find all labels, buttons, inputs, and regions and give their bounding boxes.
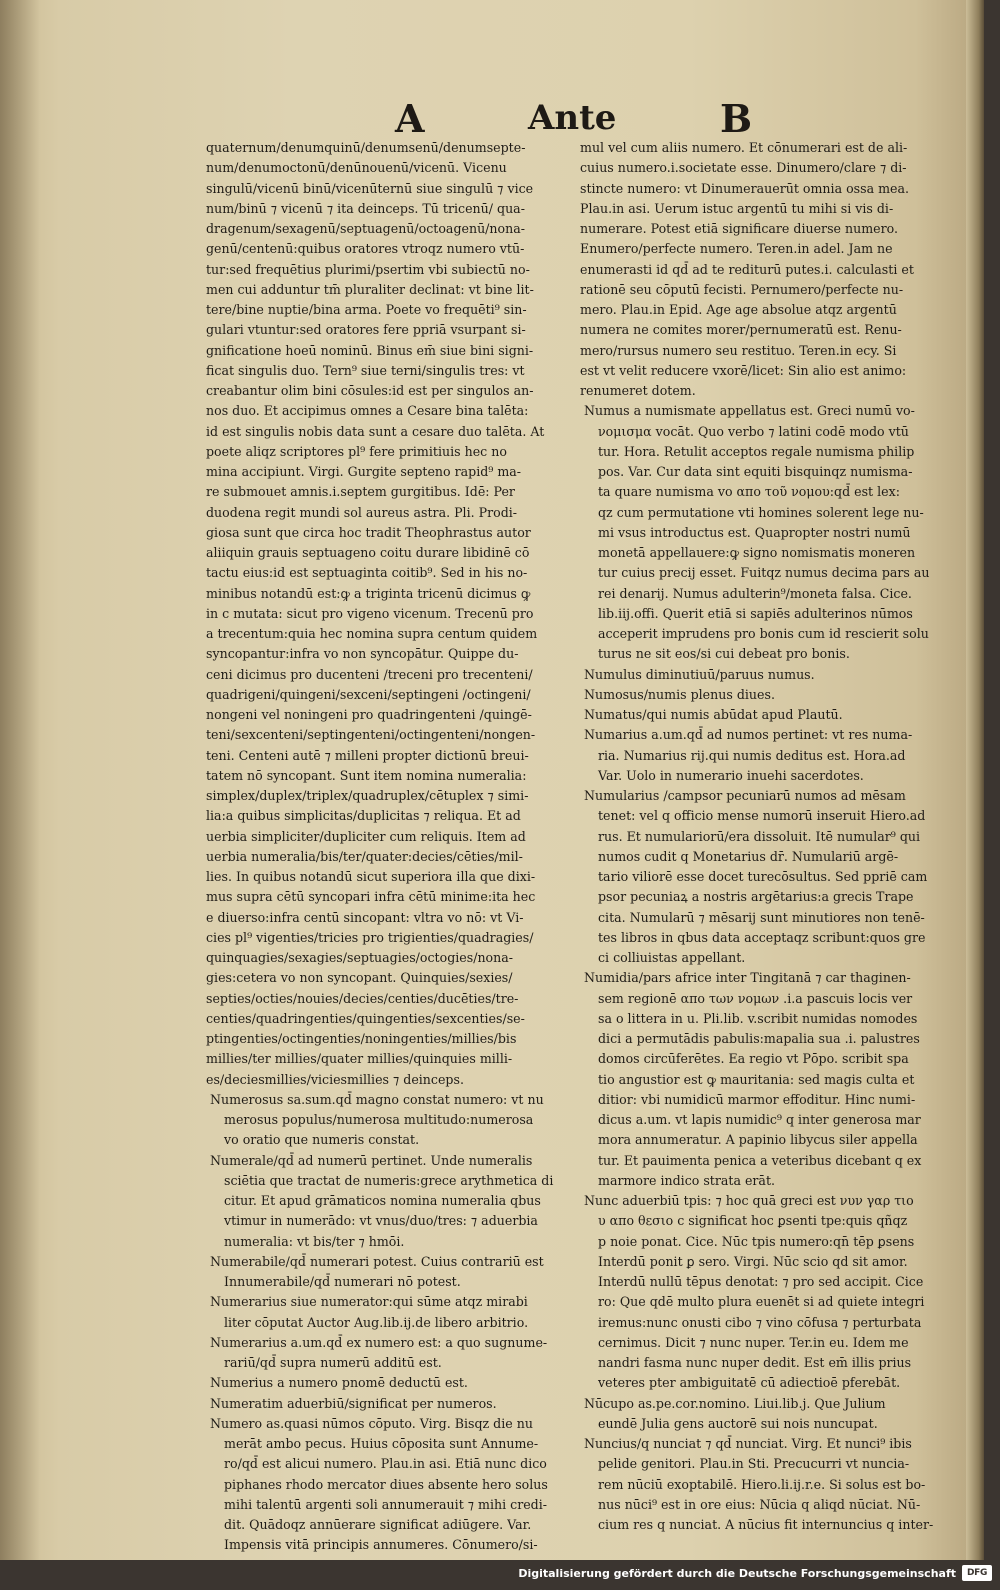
entry-nuncius: Nuncius/q nunciat ⁊ qd̄ nunciat. Virg. Et nunci⁹ ibis pelide genitori. Plau.in Sti. Precucurri vt nuncia- rem nūciū exoptabilē. Hiero.li.ij.r.e. Si solus est bo- nus nūci⁹ est in ore eius: Nūcia q aliqd nūciat. Nū- cium res q nunciat. A nūcius fit internuncius q inter-	[584, 1436, 934, 1532]
running-head-right-letter: B	[720, 96, 753, 141]
footer-band	[0, 1560, 1000, 1590]
right-column	[580, 138, 938, 1535]
entry-numerius: Numerius a numero pnomē deductū est.	[210, 1375, 468, 1391]
entry-nunc: Nunc aduerbiū tpis: ⁊ hoc quā greci est νυν γαρ τιο υ απο θεσιο c significat hoc ꝑsenti tpe:quis qñqz p noie ponat. Cice. Nūc tpis numero:qn̄ tēp ꝑsens Interdū ponit ꝑ sero. Virgi. Nūc scio qd sit amor. Interdū nullū tēpus denotat: ⁊ pro sed accipit. Cice ro: Que qdē multo plura euenēt si ad quiete integri iremus:nunc onusti cibo ⁊ vino cōfusa ⁊ perturbata cernimus. Dicit ⁊ nunc nuper. Ter.in eu. Idem me nandri fasma nunc nuper dedit. Est em̄ illis prius veteres pter ambiguitatē cū adiectioē pferebāt.	[584, 1193, 925, 1391]
entry-numerarius: Numerarius siue numerator:qui sūme atqz mirabi liter cōputat Auctor Aug.lib.ij.de libero arbitrio.	[210, 1294, 529, 1330]
entry-numosus: Numosus/numis plenus diues.	[584, 686, 775, 702]
entry-nuncupo: Nūcupo as.pe.cor.nomino. Liui.lib.j. Que Julium eundē Julia gens auctorē sui nois nuncupat.	[584, 1395, 886, 1431]
running-head-word: Ante	[528, 98, 617, 138]
left-column	[206, 138, 574, 1556]
gutter-shadow	[0, 0, 40, 1560]
entry-numularius: Numularius /campsor pecuniarū numos ad mēsam tenet: vel q officio mense numorū inseruit Hiero.ad rus. Et numulariorū/era dissoluit. Itē numular⁹ qui numos cudit q Monetarius dr̄. Numulariū argē- tario viliorē esse docet turecōsultus. Sed ppriē cam psor pecuniaꝝ a nostris argētarius:a grecis Trape cita. Numularū ⁊ mēsarij sunt minutiores non tenē- tes libros in qbus data acceptaqz scribunt:quos gre ci colliuistas appellant.	[584, 788, 928, 965]
entry-numus: Numus a numismate appellatus est. Greci numū vo- νομισμα vocāt. Quo verbo ⁊ latini codē modo vtū tur. Hora. Retulit acceptos regale numisma philip pos. Var. Cur data sint equiti bisquinqz numisma- ta quare numisma vo απο τοῦ νομου:qd̄ est lex: qz cum permutatione vti homines solerent lege nu- mi vsus introductus est. Quapropter nostri numū monetā appellauere:ꝙ signo nomismatis moneren tur cuius precij esset. Fuitqz numus decima pars au rei denarij. Numus adulterin⁹/moneta falsa. Cice. lib.iij.offi. Querit etiā si sapiēs adulterinos nūmos acceperit imprudens pro bonis cum id rescierit solu turus ne sit eos/si cui debeat pro bonis.	[584, 403, 930, 662]
running-head	[0, 96, 984, 140]
dfg-logo-icon: DFG	[962, 1565, 992, 1581]
paragraph: mul vel cum aliis numero. Et cōnumerari est de ali- cuius numero.i.societate esse. Dinumero/clare ⁊ di- stincte numero: vt Dinumerauerūt omnia ossa mea. Plau.in asi. Uerum istuc argentū tu mihi si vis di- numerare. Potest etiā significare diuerse numero. Enumero/perfecte numero. Teren.in adel. Jam ne enumerasti id qd̄ ad te rediturū putes.i. calculasti et rationē seu cōputū fecisti. Pernumero/perfecte nu- mero. Plau.in Epid. Age age absolue atqz argentū numera ne comites morer/pernumeratū est. Renu- mero/rursus numero seu restituo. Teren.in ecy. Si est vt velit reducere vxorē/licet: Sin alio est animo: renumeret dotem.	[580, 140, 914, 398]
page-edge	[966, 0, 984, 1560]
entry-numerarius-adj: Numerarius a.um.qd̄ ex numero est: a quo sugnume- rariū/qd̄ supra numerū additū est.	[210, 1334, 548, 1370]
running-head-left-letter: A	[395, 96, 425, 141]
entry-numatus: Numatus/qui numis abūdat apud Plautū.	[584, 707, 843, 722]
paragraph: quaternum/denumquinū/denumsenū/denumsepte- num/denumoctonū/denūnouenū/vicenū. Vicenu singulū/vicenū binū/vicenūternū siue singulū ⁊ vice num/binū ⁊ vicenū ⁊ ita deinceps. Tū tricenū/ qua- dragenum/sexagenū/septuagenū/octoagenū/nona- genū/centenū:quibus oratores vtroqz numero vtū- tur:sed frequētius plurimi/psertim vbi subiectū no- men cui adduntur tm̄ pluraliter declinat: vt bine lit- tere/bine nuptie/bina arma. Poete vo frequēti⁹ sin- gulari vtuntur:sed oratores fere ppriā vsurpant si- gnificatione hoeū nominū. Binus em̄ siue bini signi- ficat singulis duo. Tern⁹ siue terni/singulis tres: vt creabantur olim bini cōsules:id est per singulos an- nos duo. Et accipimus omnes a Cesare bina talēta: id est singulis nobis data sunt a cesare duo talēta. At poete aliqz scriptores pl⁹ fere primitiuis hec no mina accipiunt. Virgi. Gurgite septeno rapid⁹ ma- re submouet amnis.i.septem gurgitibus. Idē: Per duodena regit mundi sol aureus astra. Pli. Prodi- giosa sunt que circa hoc tradit Theophrastus autor aliiquin grauis septuageno coitu durare libidinē cō tactu eius:id est septuaginta coitib⁹. Sed in his no- minibus notandū est:ꝙ a triginta tricenū dicimus ꝙ in c mutata: sicut pro vigeno vicenum. Trecenū pro a trecentum:quia hec nomina supra centum quidem syncopantur:infra vo non syncopātur. Quippe du- ceni dicimus pro ducenteni /treceni pro trecenteni/ quadrigeni/quingeni/sexceni/septingeni /octingeni/ nongeni vel noningeni pro quadringenteni /quingē- teni/sexcenteni/septingenteni/octingenteni/nongen- teni. Centeni autē ⁊ milleni propter dictionū breui- tatem nō syncopant. Sunt item nomina numeralia: simplex/duplex/triplex/quadruplex/cētuplex ⁊ simi- lia:a quibus simplicitas/duplicitas ⁊ reliqua. Et ad uerbia simpliciter/dupliciter cum reliquis. Item ad uerbia numeralia/bis/ter/quater:decies/cēties/mil- lies. In quibus notandū sicut superiora illa que dixi- mus supra cētū syncopari infra cētū minime:ita hec e diuerso:infra centū sincopant: vltra vo nō: vt Vi- cies pl⁹ vigenties/tricies pro trigienties/quadragies/ quinquagies/sexagies/septuagies/octogies/nona- gies:cetera vo non syncopant. Quinquies/sexies/ septies/octies/nouies/decies/centies/ducēties/tre- centies/quadringenties/quingenties/sexcenties/se- ptingenties/octingenties/noningenties/millies/bis millies/ter millies/quater millies/quinquies milli- es/deciesmillies/viciesmillies ⁊ deinceps.	[206, 140, 545, 1087]
entry-numerabile: Numerabile/qd̄ numerari potest. Cuius contrariū est Innumerabile/qd̄ numerari nō potest.	[210, 1253, 544, 1289]
entry-numero: Numero as.quasi nūmos cōputo. Virg. Bisqz die nu merāt ambo pecus. Huius cōposita sunt Annume- ro/qd̄ est alicui numero. Plau.in asi. Etiā nunc dico piphanes rhodo mercator diues absente hero solus mihi talentū argenti soli annumerauit ⁊ mihi credi- dit. Quādoqz annūerare significat adiūgere. Var. Impensis vitā principis annumeres. Cōnumero/si-	[210, 1415, 548, 1553]
entry-numidia: Numidia/pars africe inter Tingitanā ⁊ car thaginen- sem regionē απο των νομων .i.a pascuis locis ver sa o littera in u. Pli.lib. v.scribit numidas nomodes dici a permutādis pabulis:mapalia sua .i. palustres domos circūferētes. Ea regio vt Pōpo. scribit spa tio angustior est ꝙ mauritania: sed magis culta et ditior: vbi numidicū marmor effoditur. Hinc numi- dicus a.um. vt lapis numidic⁹ q inter generosa mar mora annumeratur. A papinio libycus siler appella tur. Et pauimenta penica a veteribus dicebant q ex marmore indico strata erāt.	[584, 970, 922, 1188]
entry-numerosus: Numerosus sa.sum.qd̄ magno constat numero: vt nu merosus populus/numerosa multitudo:numerosa vo oratio que numeris constat.	[210, 1091, 544, 1148]
entry-numarius: Numarius a.um.qd̄ ad numos pertinet: vt res numa- ria. Numarius rij.qui numis deditus est. Hora.ad Var. Uolo in numerario inuehi sacerdotes.	[584, 727, 913, 783]
entry-numerale: Numerale/qd̄ ad numerū pertinet. Unde numeralis sciētia que tractat de numeris:grece arythmetica di citur. Et apud grāmaticos nomina numeralia qbus vtimur in numerādo: vt vnus/duo/tres: ⁊ aduerbia numeralia: vt bis/ter ⁊ hmōi.	[210, 1152, 554, 1249]
footer-credit: Digitalisierung gefördert durch die Deutsche Forschungsgemeinschaft	[518, 1567, 956, 1580]
entry-numulus: Numulus diminutiuū/paruus numus.	[584, 666, 815, 682]
entry-numeratim: Numeratim aduerbiū/significat per numeros.	[210, 1395, 497, 1411]
